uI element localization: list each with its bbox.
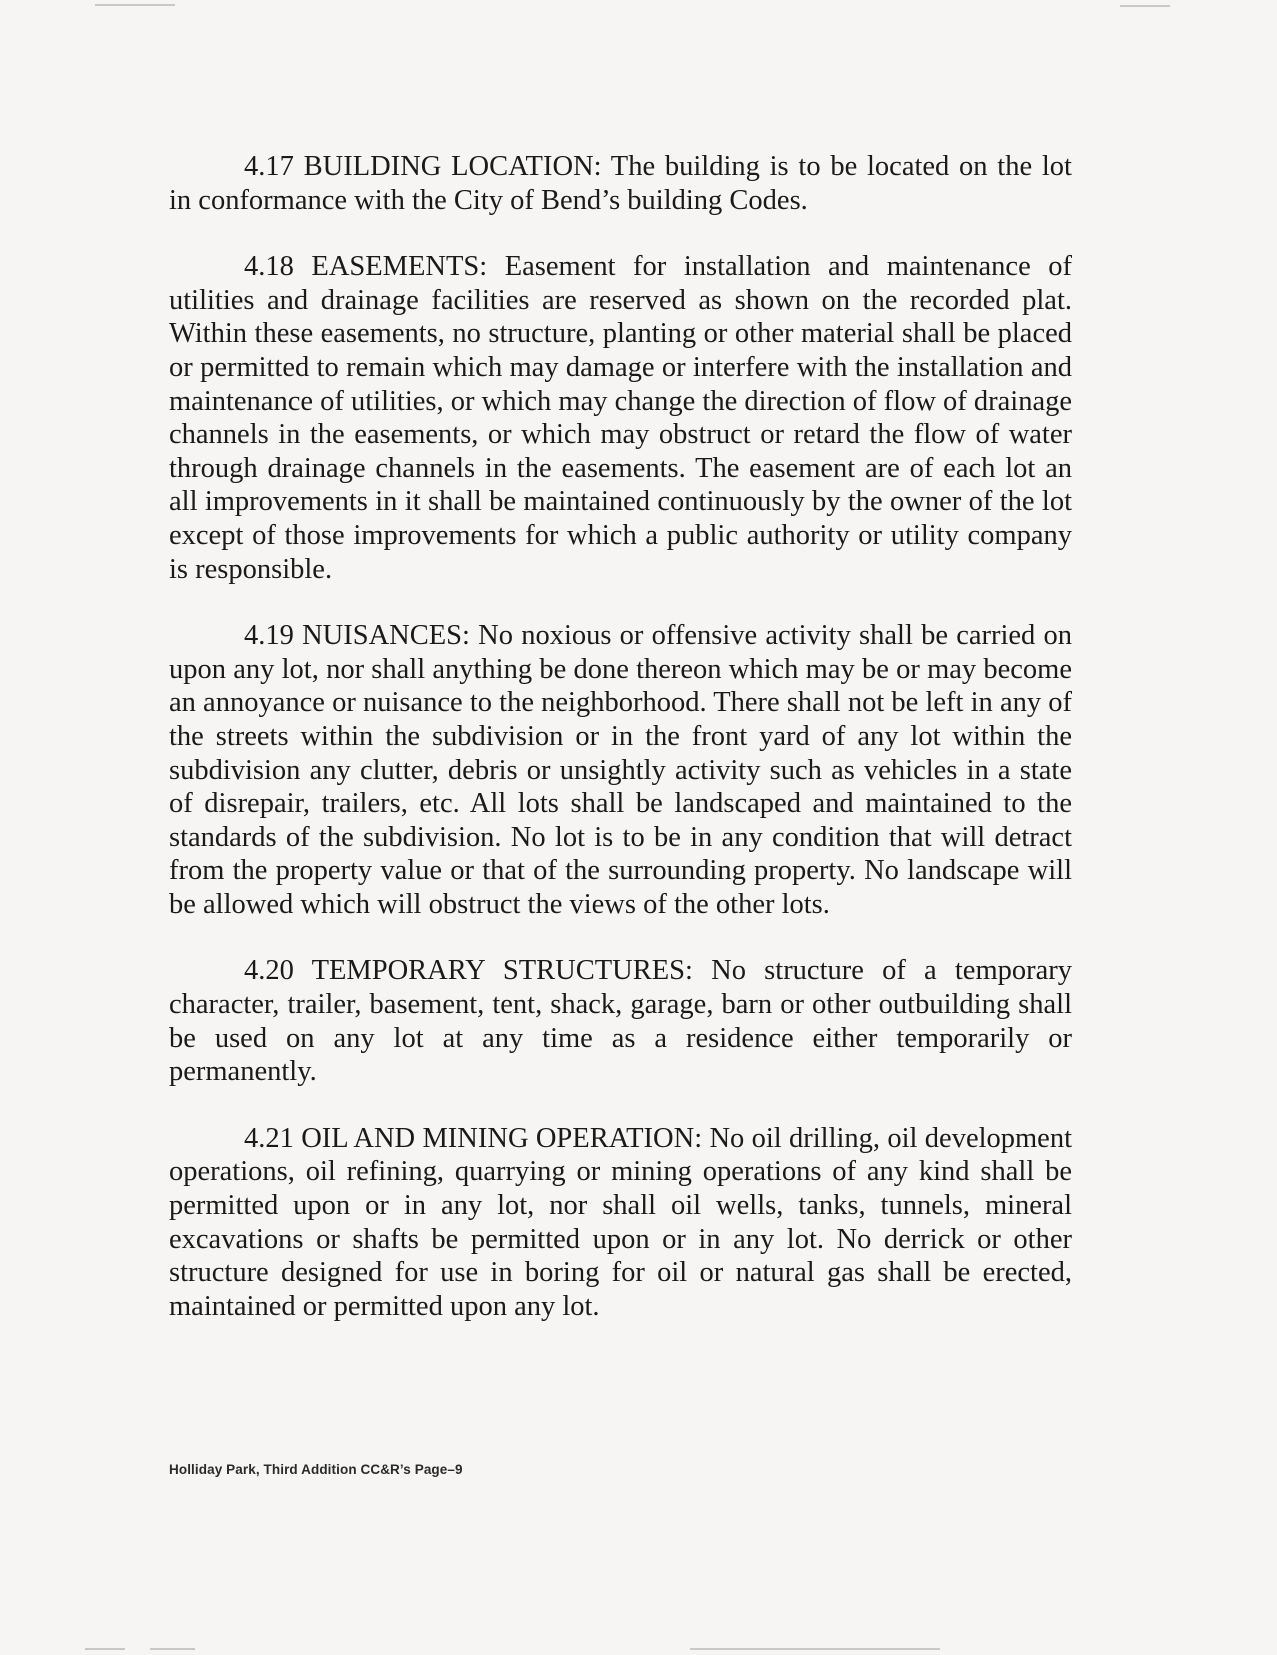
section-text: Easement for installation and maintenance of utilities and drainage facilities are reserved as shown on the recorded plat. Within these easements, no structure, planting or other material shall be placed or permitted to remain which may damage or interfere with the installation and maintenance of utilities, or which may change the direction of flow of drainage channels in the easements, or which may obstruct or retard the flow of water through drainage channels in the easements. The easement are of each lot an all improvements in it shall be maintained continuously by the owner of the lot except of those improvements for which a public authority or utility company is responsible. [169,251,1073,585]
scan-edge-mark-bottom-center [690,1648,940,1650]
section-number: 4.18 [244,251,294,283]
section-heading: TEMPORARY STRUCTURES: [311,955,693,987]
section-text: No noxious or offensive activity shall be carried on upon any lot, nor shall anything be done thereon which may be or may become an annoyance or nuisance to the neighborhood. There shall not be left in any of the streets within the subdivision or in the front yard of any lot within the subdivision any clutter, debris or unsightly activity such as vehicles in a state of disrepair, trailers, etc. All lots shall be landscaped and maintained to the standards of the subdivision. No lot is to be in any condition that will detract from the property value or that of the surrounding property. No landscape will be allowed which will obstruct the views of the other lots. [169,620,1073,920]
section-number: 4.19 [244,620,294,652]
scan-edge-mark-bottom-left [85,1648,125,1650]
scan-edge-mark-top-right [1120,5,1170,7]
section-text: No structure of a temporary character, trailer, basement, tent, shack, garage, barn or other outbuilding shall be used on any lot at any time as a residence either temporarily or permanently. [169,955,1072,1088]
section-number: 4.21 [244,1122,294,1154]
section-heading: BUILDING LOCATION: [303,151,602,182]
paragraph-4-21 [169,1122,1072,1324]
paragraph-4-17 [169,150,1072,217]
document-body [169,150,1072,1356]
section-number: 4.20 [244,955,294,987]
section-heading: EASEMENTS: [311,251,488,283]
section-heading: OIL AND MINING OPERATION: [301,1122,703,1154]
paragraph-4-19 [169,619,1072,921]
scan-edge-mark-bottom-left-2 [150,1648,195,1650]
scan-edge-mark-top-left [95,4,175,6]
section-text: No oil drilling, oil development operations, oil refining, quarrying or mining operations of any kind shall be permitted upon or in any lot, nor shall oil wells, tanks, tunnels, mineral excavations or shafts be permitted upon or in any lot. No derrick or other structure designed for use in boring for oil or natural gas shall be erected, maintained or permitted upon any lot. [169,1122,1072,1322]
paragraph-4-20 [169,954,1072,1088]
section-heading: NUISANCES: [302,620,470,652]
page-footer: Holliday Park, Third Addition CC&R’s Page–9 [169,1462,463,1477]
paragraph-4-18 [169,250,1072,586]
section-number: 4.17 [244,151,294,182]
section-text: The building is to be located on the lot in conformance with the City of Bend’s building Codes. [169,151,1072,216]
